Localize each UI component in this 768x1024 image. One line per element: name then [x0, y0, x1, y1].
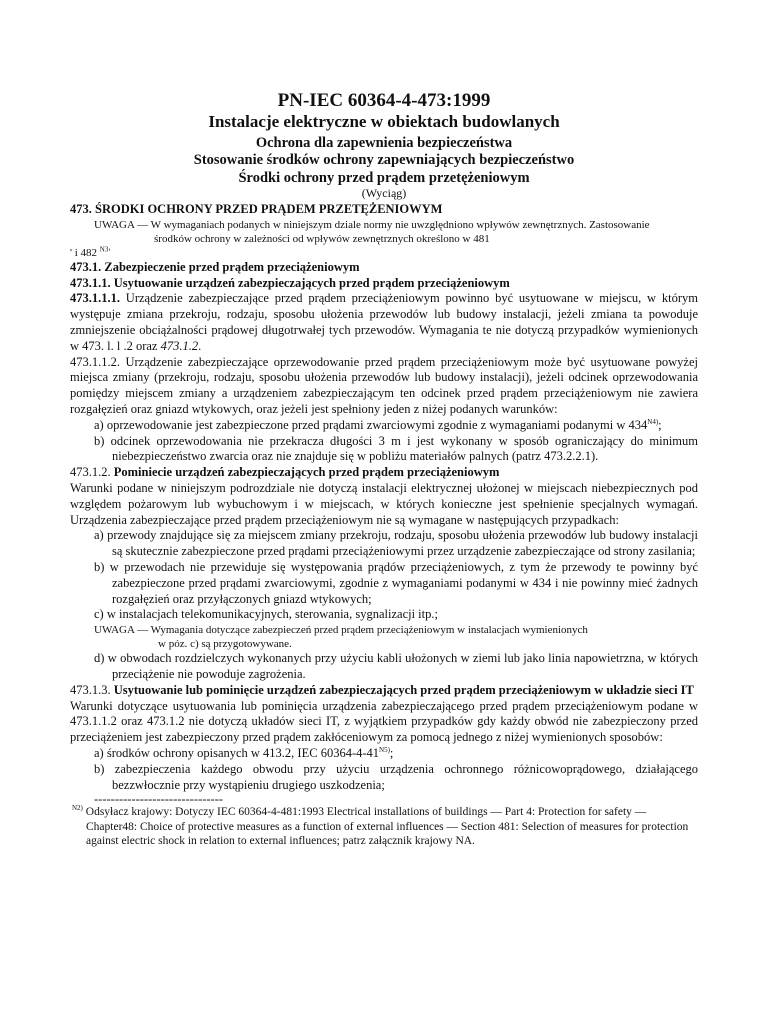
- footnote-ref-n5: N5): [379, 745, 390, 754]
- section-473-heading: 473. ŚRODKI OCHRONY PRZED PRĄDEM PRZETĘŻENIOWYM: [70, 202, 443, 216]
- note-line-2: w póz. c) są przygotowywane.: [158, 638, 292, 651]
- footnote-marker: N2): [72, 804, 83, 813]
- note-47312-cont: [70, 637, 698, 651]
- section-47312-heading: [70, 465, 698, 481]
- paragraph-text: Urządzenie zabezpieczające przed prądem przeciążeniowym powinno być usytuowane w miejscu, w którym występuje zmiana przekroju, rodzaju, sposobu ułożenia przewodów lub budowy instalacji, jeżeli zmiana ta powoduje zmniejszenie obciążalności prądowej długotrwałej tych przewodów. Wymagania te nie dotyczą przypadków wymienionych w 473. l. l .2 oraz: [70, 291, 698, 353]
- list-item-a: [70, 746, 698, 762]
- section-title: Pominiecie urządzeń zabezpieczających przed prądem przeciążeniowym: [110, 465, 500, 480]
- section-47313-heading: [70, 683, 698, 699]
- note-47312: [70, 623, 698, 637]
- note-line-3: ' i 482: [70, 246, 98, 259]
- excerpt-note: (Wyciąg): [361, 186, 407, 200]
- paragraph-end: .: [198, 338, 202, 353]
- subtitle-3: Środki ochrony przed prądem przetężeniowym: [238, 170, 530, 186]
- section-473-note-end: [70, 246, 698, 260]
- subtitle-1: Ochrona dla zapewnienia bezpieczeństwa: [255, 135, 513, 151]
- list-item-b: b) zabezpieczenia każdego obwodu przy użyciu urządzenia ochronnego różnicowoprądowego, działającego bezzwłocznie przy wystąpieniu drugiego uszkodzenia;: [94, 761, 698, 792]
- paragraph-47313: Warunki dotyczące usytuowania lub pominięcia urządzenia zabezpieczającego przed prądem przeciążeniowym podane w 473.1.1.2 oraz 473.1.2 nie dotyczą układów sieci IT, z wyjątkiem przypadków gdy każdy obwód nie zabezpieczony przed przeciążeniem jest zabezpieczony przed prądem zakłóceniowym za pomocą jednego z niżej wymienionych sposobów:: [70, 698, 698, 745]
- document-title: Instalacje elektryczne w obiektach budowlanych: [208, 112, 560, 131]
- list-item-c: c) w instalacjach telekomunikacyjnych, sterowania, sygnalizacji itp.;: [94, 607, 438, 622]
- paragraph-number: 473.1.1.1.: [70, 291, 120, 306]
- list-item-a-text: a) środków ochrony opisanych w 413.2, IEC 60364-4-41: [94, 745, 380, 760]
- footnote-text: Odsyłacz krajowy: Dotyczy IEC 60364-4-481:1993 Electrical installations of buildings — Part 4: Protection for safety — Chapter48: Choice of protective measures as a function of external influences — Section 481: Selection of measures for protection against electric shock in relation to external influences; patrz załącznik krajowy NA.: [82, 806, 689, 848]
- section-47311-heading: 473.1.1. Usytuowanie urządzeń zabezpieczających przed prądem przeciążeniowym: [70, 275, 510, 290]
- list-item-b: b) odcinek oprzewodowania nie przekracza długości 3 m i jest wykonany w sposób ograniczający do minimum niebezpieczeństwo zwarcia oraz nie znajduje się w pobliżu materiałów palnych (patrz 473.2.2.1).: [94, 433, 698, 464]
- section-473-note-cont: [70, 232, 698, 246]
- footnote-n2: [70, 805, 698, 849]
- section-number: 473.1.3.: [70, 682, 111, 697]
- note-line-1: UWAGA — Wymagania dotyczące zabezpieczeń przed prądem przeciążeniowym w instalacjach wymienionych: [94, 624, 588, 637]
- document-body: [70, 202, 698, 849]
- footnote-ref-n4: N4): [647, 417, 659, 426]
- list-item-d: d) w obwodach rozdzielczych wykonanych przy użyciu kabli ułożonych w ziemi lub jako linia napowietrzna, w których przeciążenie nie powoduje zagrożenia.: [94, 651, 698, 681]
- list-item-a-end: ;: [658, 417, 662, 432]
- section-number: 473.1.2.: [70, 465, 111, 480]
- section-473-note: [70, 218, 698, 232]
- list-item-a: a) przewody znajdujące się za miejscem zmiany przekroju, rodzaju, sposobu ułożenia przewodów lub budowy instalacji są skutecznie zabezpieczone przed prądami przeciążeniowymi przez urządzenie zabezpieczające od strony zasilania;: [94, 528, 698, 559]
- list-item-b: b) w przewodach nie przewiduje się występowania prądów przeciążeniowych, z tym że przewody te powinny być zabezpieczone przed prądami zwarciowymi, zgodnie z wymaganiami podanymi w 434 i nie powinny mieć żadnych rozgałęzień oraz przyłączonych gniazd wtykowych;: [94, 559, 698, 606]
- note-footnote-ref: N3›: [99, 245, 111, 254]
- subtitle-2: Stosowanie środków ochrony zapewniających bezpieczeństwo: [193, 152, 575, 168]
- paragraph-reference: 473.1.2: [160, 338, 199, 353]
- note-line-2: środków ochrony w zależności od wpływów zewnętrznych określono w 481: [154, 232, 490, 245]
- list-item-a-end: ;: [389, 745, 394, 760]
- paragraph-473112: 473.1.1.2. Urządzenie zabezpieczające oprzewodowanie przed prądem przeciążeniowym może być usytuowane powyżej miejsca zmiany (przekroju, rodzaju, sposobu ułożenia przewodów lub budowy instalacji), jeżeli odcinek oprzewodowania pomiędzy miejscem zmiany a urządzeniem zabezpieczającym ten odcinek przed prądem przeciążeniowym nie zawiera rozgałęzień oraz gniazd wtykowych, oraz jeżeli jest spełniony jeden z niżej podanych warunków:: [70, 354, 698, 416]
- footnote-rule: -------------------------------: [94, 792, 224, 807]
- note-line-1: UWAGA — W wymaganiach podanych w niniejszym dziale normy nie uwzględniono wpływów zewnętrznych. Zastosowanie: [94, 218, 650, 231]
- standard-number: PN-IEC 60364-4-473:1999: [277, 90, 491, 111]
- list-item-a-text: a) oprzewodowanie jest zabezpieczone przed prądami zwarciowymi zgodnie z wymaganiami podanymi w 434: [94, 417, 648, 432]
- list-item-a: [70, 418, 698, 434]
- paragraph-47312: Warunki podane w niniejszym podrozdziale nie dotyczą instalacji elektrycznej ułożonej w miejscach niebezpiecznych pod względem pożarowym lub wybuchowym i w miejscach, w których konieczne jest spełnienie specjalnych wymagań. Urządzenia zabezpieczające przed prądem przeciążeniowym nie są wymagane w następujących przypadkach:: [70, 480, 698, 527]
- paragraph-473111: [70, 291, 698, 354]
- section-title: Usytuowanie lub pominięcie urządzeń zabezpieczających przed prądem przeciążeniowym w układzie sieci IT: [110, 682, 694, 697]
- section-4731-heading: 473.1. Zabezpieczenie przed prądem przeciążeniowym: [70, 259, 360, 274]
